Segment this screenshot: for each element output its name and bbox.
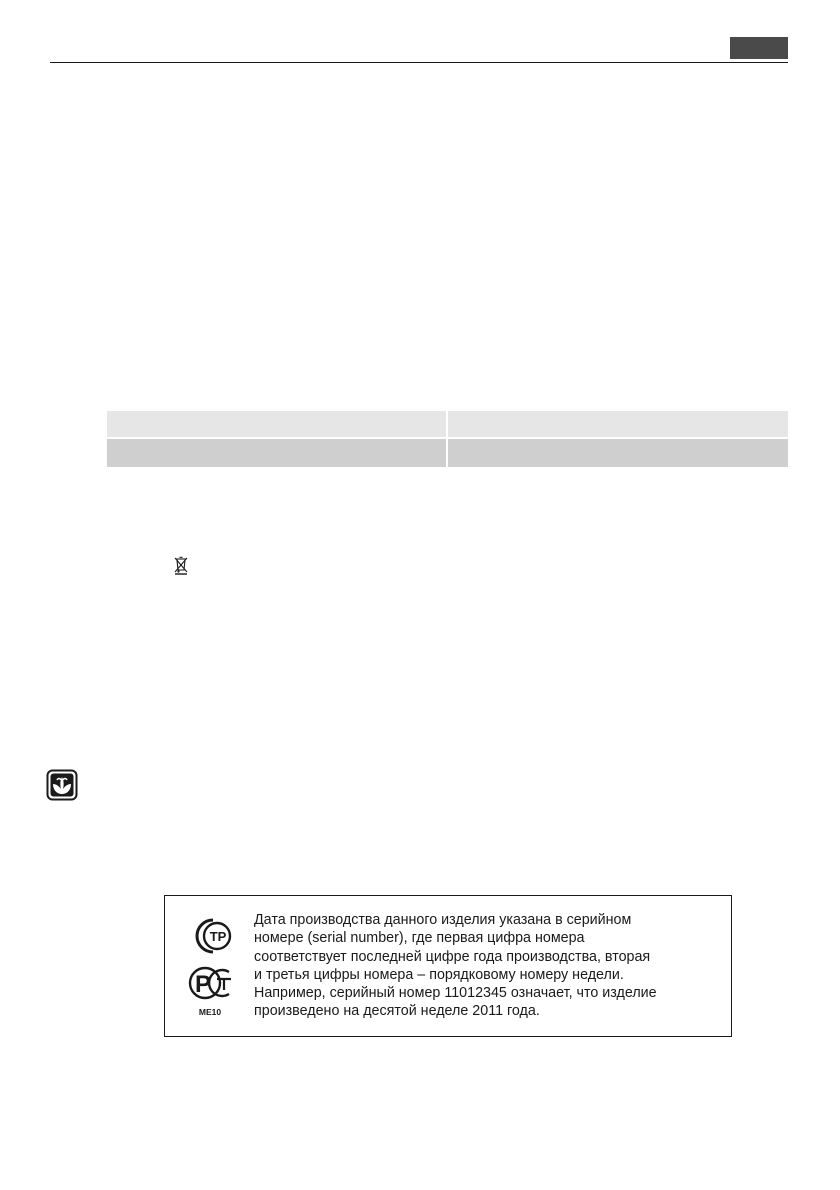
spec-table <box>107 411 788 467</box>
gost-rst-certification-icon <box>187 964 233 1002</box>
table-cell <box>107 439 448 467</box>
cert-ctr-letters: ТР <box>209 929 227 944</box>
table-row <box>107 411 788 439</box>
header-rule <box>50 62 788 63</box>
production-date-info-box <box>164 895 732 1037</box>
info-line: соответствует последней цифре года производства, вторая <box>254 948 651 965</box>
eac-ctr-certification-icon <box>187 916 233 956</box>
info-line: Например, серийный номер 11012345 означает, что изделие <box>254 985 657 1002</box>
cert-code: ME10 <box>198 1007 222 1017</box>
crossed-out-wheelie-bin-icon <box>173 555 189 575</box>
cert-rst-letters: Р <box>194 971 212 998</box>
info-line: Дата производства данного изделия указана в серийном <box>254 912 632 928</box>
table-cell <box>448 439 788 467</box>
table-cell <box>448 411 788 439</box>
info-line: произведено на десятой неделе 2011 года. <box>254 1003 540 1020</box>
table-row <box>107 439 788 467</box>
language-tab <box>730 37 788 59</box>
eco-flower-icon <box>46 769 78 801</box>
info-line: номере (serial number), где первая цифра номера <box>254 930 585 947</box>
info-line: и третья цифры номера – порядковому номеру недели. <box>254 966 624 983</box>
production-date-text <box>254 911 724 1021</box>
table-cell <box>107 411 448 439</box>
